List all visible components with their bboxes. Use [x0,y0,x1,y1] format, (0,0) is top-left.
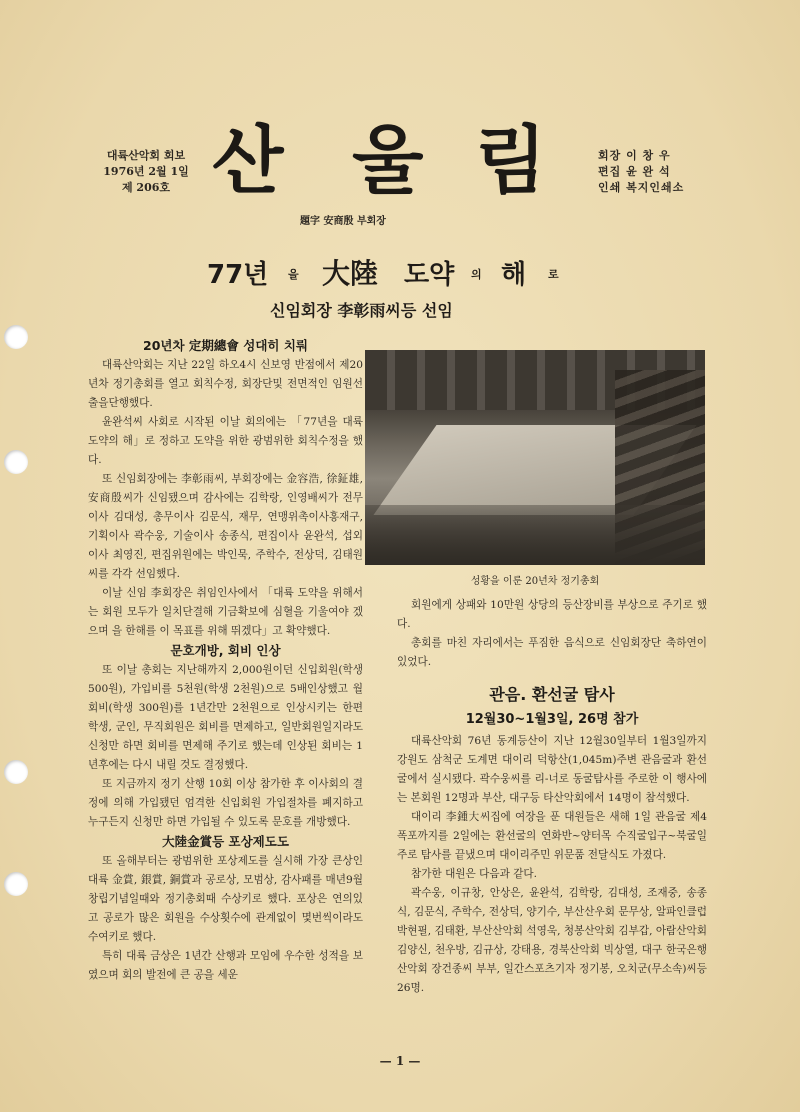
issue-number: 제 206호 [121,181,171,194]
title-glyph-2: 울 [352,118,424,204]
headline-part: 大陸 [322,257,379,290]
article-paragraph: 회원에게 상패와 10만원 상당의 등산장비를 부상으로 주기로 했다. [397,599,707,630]
masthead-right [598,148,718,196]
title-glyph-1: 산 [212,118,284,204]
page-number: — 1 — [379,1054,421,1068]
title-calligraphy-credit: 題字 安商殷 부회장 [300,216,386,227]
headline-part: 을 [288,268,299,281]
right-column [397,596,707,998]
headline-part: 의 [471,268,482,281]
headline-part: 77년 [207,260,269,290]
editor-credit: 편집 윤 완 석 [598,165,671,178]
article-paragraph: 곽수웅, 이규창, 안상은, 윤완석, 김학랑, 김대성, 조재중, 송종식, 김문식, 주학수, 전상덕, 양기수, 부산산우회 문무상, 알파인클럽 박현필, 김태환, 부산산악회 석영욱, 청봉산악회 김부갑, 아람산악회 김양신, 천우방, 김규상, 강태용, 경북산악회 빅상열, 대구 한국은행 산악회 장건종씨 부부, 일간스포츠기자 정기봉, 오치군(무소속)씨등 26명. [397,887,707,994]
article-paragraph: 또 지금까지 정기 산행 10회 이상 참가한 후 이사회의 결정에 의해 가입됐던 엄격한 신입회원 가입절차를 폐지하고 누구든지 신청만 하면 가입될 수 있도록 문호를 개방했다. [88,778,363,828]
article-paragraph: 또 이날 총회는 지난해까지 2,000원이던 신입회원(학생 500원), 가입비를 5천원(학생 2천원)으로 5배인상했고 월회비(학생 300원)를 1년간만 2천원으로 인상시키는 한편 학생, 군인, 무직회원은 회비를 면제하고, 일반회원일지라도 신청만 하면 회비를 면제해 주기로 했는데 인상된 회비는 1년후에는 다시 내릴 것도 결정했다. [88,664,363,771]
title-glyph-3: 림 [475,118,547,204]
president-credit: 회장 이 창 우 [598,149,671,162]
article-paragraph: 참가한 대원은 다음과 같다. [411,868,538,880]
headline-part: 도약 [404,260,455,290]
article-paragraph: 특히 대륙 금상은 1년간 산행과 모임에 우수한 성적을 보였으며 회의 발전에 큰 공을 세운 [88,950,363,981]
punch-hole [4,450,28,474]
article-paragraph: 또 신임회장에는 李彰雨씨, 부회장에는 金容浩, 徐鉦雄, 安商殷씨가 신임됐으며 감사에는 김학랑, 인영배씨가 전무이사 김대성, 총무이사 김문식, 재무, 연맹위촉이사홍재구, 기획이사 곽수웅, 기술이사 송종식, 편집이사 윤완석, 섭외이사 최영진, 편집위원에는 박인묵, 주학수, 전상덕, 김태원씨를 각각 선임했다. [88,473,363,580]
photo-floor [365,505,705,565]
section-subtitle: 12월30~1월3일, 26명 참가 [465,712,639,727]
punch-hole [4,872,28,896]
section-title: 大陸金賞등 포상제도도 [162,834,289,849]
punch-hole [4,325,28,349]
article-paragraph: 또 올해부터는 광범위한 포상제도를 실시해 가장 큰상인 대륙 金賞, 銀賞, 銅賞과 공로상, 모범상, 감사패를 매년9월 창립기념일때와 정기총회때 수상키로 했다. 포상은 연의있고 공로가 많은 회원을 수상횟수에 관계없이 몇번씩이라도 수여키로 했다. [88,855,363,943]
publisher-name: 대륙산악회 회보 [106,149,186,162]
photo-caption: 성황을 이룬 20년차 정기총회 [470,576,600,587]
meeting-photo [365,350,705,565]
masthead-left [86,148,206,196]
printer-credit: 인쇄 복지인쇄소 [598,181,685,194]
article-paragraph: 대이리 李鍾大씨집에 여장을 푼 대원들은 새해 1일 관음굴 제4폭포까지를 2일에는 환선굴의 연화반~양터목 수직굴입구~북굴일주로 탐사를 끝냈으며 대이리주민 위문품 전달식도 가졌다. [397,811,707,861]
sub-headline: 신임회장 李彰雨씨등 선임 [270,301,453,320]
section-title: 문호개방, 회비 인상 [170,643,281,658]
article-paragraph: 총회를 마친 자리에서는 푸짐한 음식으로 신임회장단 축하연이 있었다. [397,637,707,668]
punch-hole [4,760,28,784]
article-paragraph: 윤완석씨 사회로 시작된 이날 회의에는 「77년을 대륙 도약의 해」로 정하고 도약을 위한 광범위한 회칙수정을 했다. [88,416,363,466]
article-paragraph: 이날 신임 李회장은 취임인사에서 「대륙 도약을 위해서는 회원 모두가 일치단결해 기금확보에 심혈을 기울여야 겠으며 을 한해를 이 목표를 위해 뛰겠다」고 확약했다. [88,587,363,637]
section-title: 관음. 환선굴 탐사 [489,685,615,704]
headline-part: 로 [548,268,559,281]
issue-date: 1976년 2월 1일 [103,165,189,178]
section-title: 20년차 定期總會 성대히 치뤄 [143,338,308,353]
headline-part: 해 [501,260,527,290]
article-paragraph: 대륙산악회 76년 동계등산이 지난 12월30일부터 1월3일까지 강원도 삼척군 도계면 대이리 덕항산(1,045m)주변 관음굴과 환선굴에서 실시됐다. 곽수웅씨를 리-너로 동굴탐사를 주로한 이 행사에는 본회원 12명과 부산, 대구등 타산악회에서 14명이 참석했다. [397,735,707,804]
article-paragraph: 대륙산악회는 지난 22일 하오4시 신보영 반점에서 제20년차 정기총회를 열고 회칙수정, 회장단및 전면적인 임원선출을단행했다. [88,359,363,409]
left-column [88,336,363,985]
